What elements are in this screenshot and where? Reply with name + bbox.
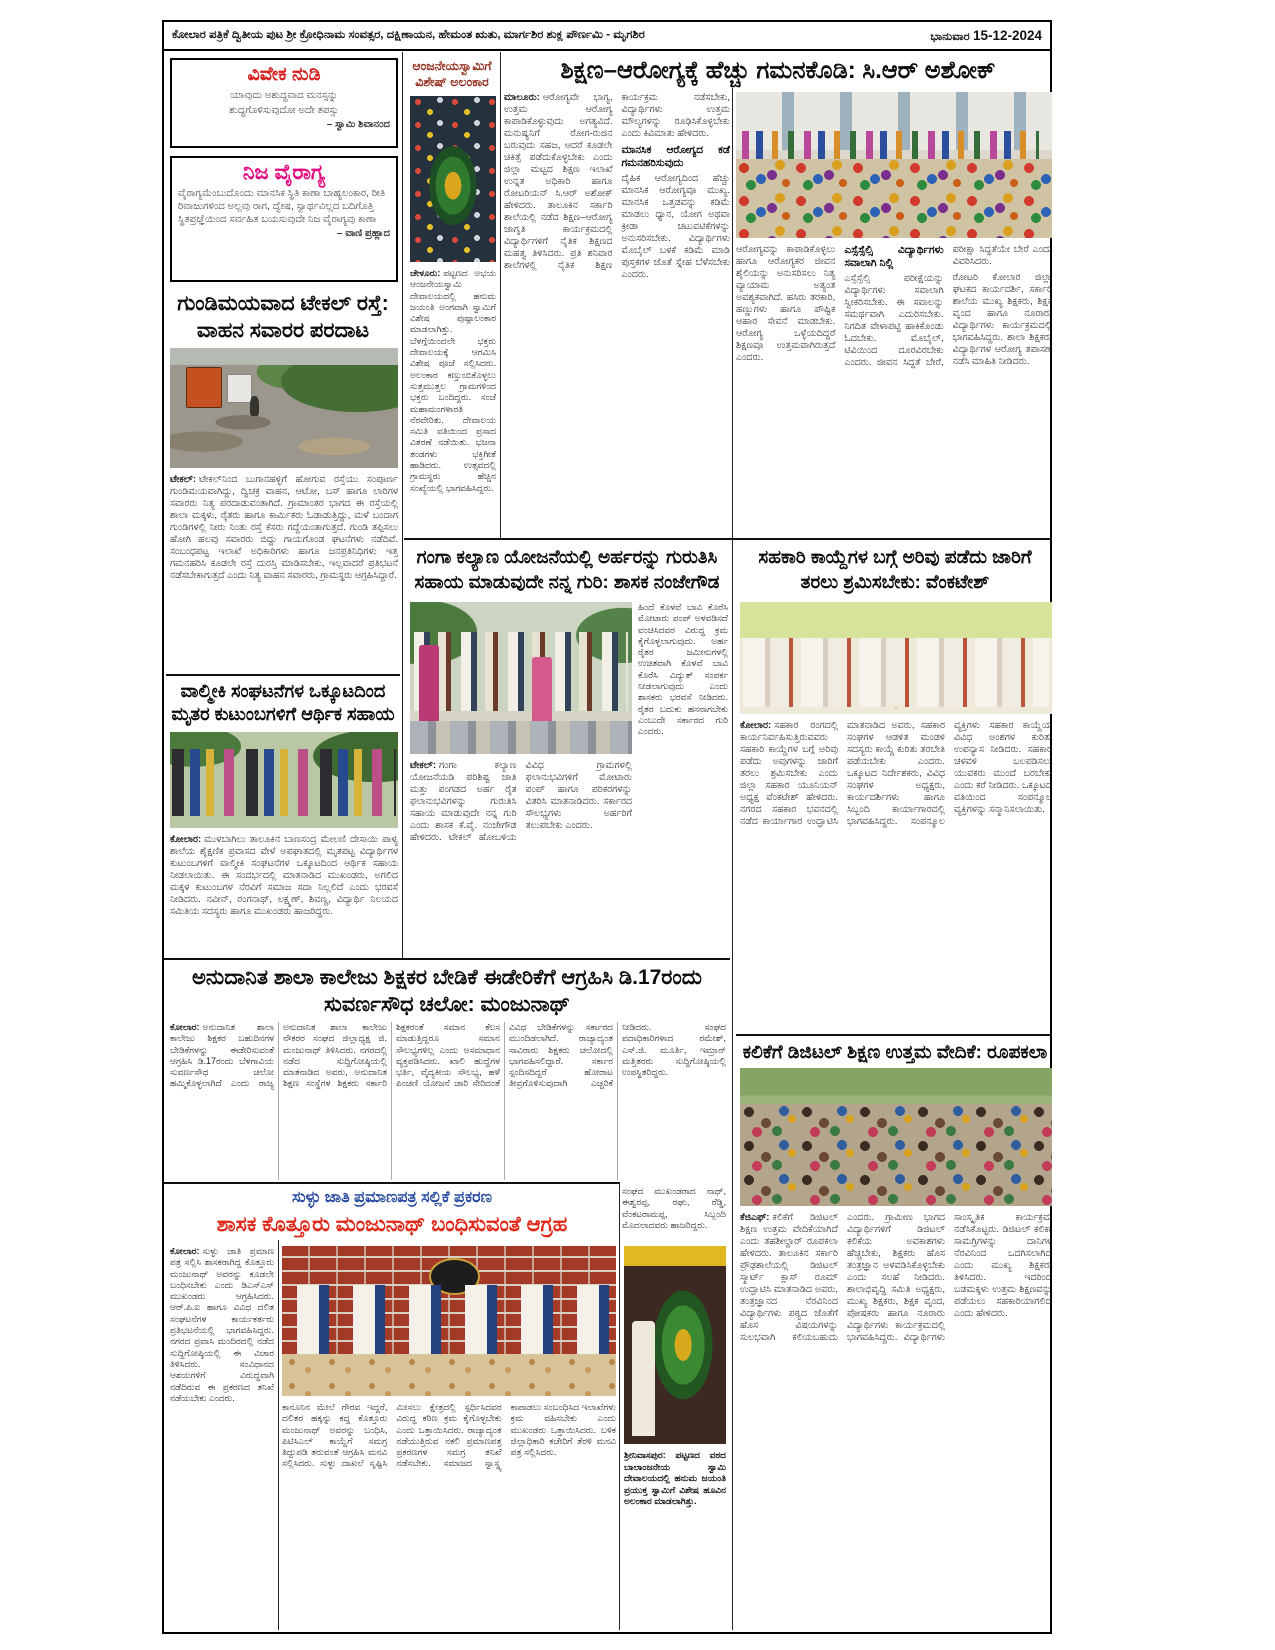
dateline: ಕೋಲಾರ: bbox=[170, 834, 202, 845]
dateline: ಕೋಲಾರ: bbox=[740, 720, 772, 731]
headline-tekal-road: ಗುಂಡಿಮಯವಾದ ಟೇಕಲ್ ರಸ್ತೆ: ವಾಹನ ಸವಾರರ ಪರದಾಟ bbox=[177, 292, 389, 342]
bus-shape bbox=[186, 367, 222, 407]
headline-ganga-kalyana: ಗಂಗಾ ಕಲ್ಯಾಣ ಯೋಜನೆಯಲ್ಲಿ ಅರ್ಹರನ್ನು ಗುರುತಿಸಿ ಸಹಾಯ ಮಾಡುವುದೇ ನನ್ನ ಗುರಿ: ಶಾಸಕ ನಂಜೇಗೌಡ bbox=[414, 546, 720, 592]
headline-education-health: ಶಿಕ್ಷಣ–ಆರೋಗ್ಯಕ್ಕೆ ಹೆಚ್ಚು ಗಮನಕೊಡಿ: ಸಿ.ಆರ್ ಅಶೋಕ್ bbox=[560, 57, 996, 84]
body-text: ಮುಳಬಾಗಿಲು ತಾಲೂಕಿನ ಬಾಣಸಂದ್ರ ಮೇಲಣಿ ದೇಸಾಯಿ ಪಾಳ್ಯ ಶಾಲೆಯ ಶೈಕ್ಷಣಿಕ ಪ್ರವಾಸದ ವೇಳೆ ಅಪಘಾತದಲ್ಲಿ ಮೃತಪಟ್ಟ ವಿದ್ಯಾರ್ಥಿಗಳ ಕುಟುಂಬಗಳಿಗೆ ವಾಲ್ಮೀಕಿ ಸಂಘಟನೆಗಳ ಒಕ್ಕೂಟದಿಂದ ಆರ್ಥಿಕ ಸಹಾಯ ನೀಡಲಾಯಿತು. ಈ ಸಂದರ್ಭದಲ್ಲಿ ಮಾತನಾಡಿದ ಮುಖಂಡರು, ಅಗಲಿದ ಮಕ್ಕಳ ಕುಟುಂಬಗಳ ನೆರವಿಗೆ ಸಮಾಜ ಸದಾ ನಿಲ್ಲಲಿದೆ ಎಂದು ಭರವಸೆ ನೀಡಿದರು. ನವೀನ್, ರಂಗನಾಥ್, ಲಕ್ಷ್ಮಣ್, ಶಿವಣ್ಣ, ವಿದ್ಯಾರ್ಥಿ ನಿಲಯದ ಸಮಿತಿಯ ಸದಸ್ಯರು ಹಾಗೂ ಮುಖಂಡರು ಹಾಜರಿದ್ದರು. bbox=[170, 834, 398, 917]
dateline: ಕೋಲಾರ: bbox=[170, 1022, 200, 1032]
body-text: ಎಸ್ಸೆಸ್ಸೆಲ್ಸಿ ಪರೀಕ್ಷೆಯನ್ನು ವಿದ್ಯಾರ್ಥಿಗಳು ಸವಾಲಾಗಿ ಸ್ವೀಕರಿಸಬೇಕು. ಈ ಸವಾಲನ್ನು ಸಮರ್ಥವಾಗಿ ಎದುರಿಸಬೇಕು. ನಿಗದಿತ ವೇಳಾಪಟ್ಟಿ ಹಾಕಿಕೊಂಡು ಓದಬೇಕು. ಮೊಬೈಲ್, ಟಿವಿಯಿಂದ ದೂರವಿರಬೇಕು ಎಂದರು. ಜೀವನ ಸಿದ್ಧತೆ ಬೇರೆ, ಪರೀಕ್ಷಾ ಸಿದ್ಧತೆಯೇ ಬೇರೆ ಎಂದು ವಿವರಿಸಿದರು. bbox=[844, 244, 1052, 368]
dateline: ಕೆಜಿಎಫ್: bbox=[740, 1212, 770, 1223]
body-text: ಅನುದಾನಿತ ಶಾಲಾ ಕಾಲೇಜು ಶಿಕ್ಷಕರ ಬಹುದಿನಗಳ ಬೇಡಿಕೆಗಳನ್ನು ಈಡೇರಿಸುವಂತೆ ಆಗ್ರಹಿಸಿ ಡಿ.17ರಂದು ಬೆಳಗಾವಿಯ ಸುವರ್ಣಸೌಧ ಚಲೋ ಹಮ್ಮಿಕೊಳ್ಳಲಾಗಿದೆ ಎಂದು ರಾಜ್ಯ ಅನುದಾನಿತ ಶಾಲಾ ಕಾಲೇಜು ನೌಕರರ ಸಂಘದ ಜಿಲ್ಲಾಧ್ಯಕ್ಷ ಜಿ. ಮಂಜುನಾಥ್ ತಿಳಿಸಿದರು. ನಗರದಲ್ಲಿ ನಡೆದ ಸುದ್ದಿಗೋಷ್ಠಿಯಲ್ಲಿ ಮಾತನಾಡಿದ ಅವರು, ಅನುದಾನಿತ ಶಿಕ್ಷಣ ಸಂಸ್ಥೆಗಳ ಶಿಕ್ಷಕರು ಸರ್ಕಾರಿ ಶಿಕ್ಷಕರಂತೆ ಸಮಾನ ಕೆಲಸ ಮಾಡುತ್ತಿದ್ದರೂ ಸಮಾನ ಸೌಲಭ್ಯಗಳಿಲ್ಲ ಎಂದು ಅಸಮಾಧಾನ ವ್ಯಕ್ತಪಡಿಸಿದರು. ಖಾಲಿ ಹುದ್ದೆಗಳ ಭರ್ತಿ, ವೈದ್ಯಕೀಯ ಸೌಲಭ್ಯ, ಹಳೆ ಪಿಂಚಣಿ ಯೋಜನೆ ಜಾರಿ ಸೇರಿದಂತೆ ವಿವಿಧ ಬೇಡಿಕೆಗಳನ್ನು ಸರ್ಕಾರದ ಮುಂದಿಡಲಾಗಿದೆ. ರಾಜ್ಯಾದ್ಯಂತ ಸಾವಿರಾರು ಶಿಕ್ಷಕರು ಚಲೋದಲ್ಲಿ ಭಾಗವಹಿಸಲಿದ್ದಾರೆ. ಸರ್ಕಾರ ಸ್ಪಂದಿಸದಿದ್ದರೆ ಹೋರಾಟ ತೀವ್ರಗೊಳಿಸುವುದಾಗಿ ಎಚ್ಚರಿಕೆ ನೀಡಿದರು. ಸಂಘದ ಪದಾಧಿಕಾರಿಗಳಾದ ರಮೇಶ್, ಎಸ್.ಜಿ. ಮೂರ್ತಿ, ಇಮ್ರಾನ್ ಮತ್ತಿತರರು ಸುದ್ದಿಗೋಷ್ಠಿಯಲ್ಲಿ ಉಪಸ್ಥಿತರಿದ್ದರು. bbox=[170, 1022, 726, 1089]
quote-attribution: – ವಾಣಿ ಪ್ರಹ್ಲಾದ bbox=[336, 228, 390, 239]
body-text: ಕಲಿಕೆಗೆ ಡಿಜಿಟಲ್ ಶಿಕ್ಷಣ ಉತ್ತಮ ವೇದಿಕೆಯಾಗಿದೆ ಎಂದು ತಹಶೀಲ್ದಾರ್ ರೂಪಕಲಾ ಹೇಳಿದರು. ತಾಲೂಕಿನ ಸರ್ಕಾರಿ ಪ್ರೌಢಶಾಲೆಯಲ್ಲಿ ಡಿಜಿಟಲ್ ಸ್ಮಾರ್ಟ್ ಕ್ಲಾಸ್ ರೂಮ್ ಉದ್ಘಾಟಿಸಿ ಮಾತನಾಡಿದ ಅವರು, ತಂತ್ರಜ್ಞಾನದ ನೆರವಿನಿಂದ ವಿದ್ಯಾರ್ಥಿಗಳು ಪಠ್ಯದ ಜೊತೆಗೆ ಹೊಸ ವಿಷಯಗಳನ್ನು ಸುಲಭವಾಗಿ ಕಲಿಯಬಹುದು ಎಂದರು. ಗ್ರಾಮೀಣ ಭಾಗದ ವಿದ್ಯಾರ್ಥಿಗಳಿಗೆ ಡಿಜಿಟಲ್ ಕಲಿಕೆಯ ಅವಕಾಶಗಳು ಹೆಚ್ಚಬೇಕು, ಶಿಕ್ಷಕರು ಹೊಸ ತಂತ್ರಜ್ಞಾನ ಅಳವಡಿಸಿಕೊಳ್ಳಬೇಕು ಎಂದು ಸಲಹೆ ನೀಡಿದರು. ಶಾಲಾಭಿವೃದ್ಧಿ ಸಮಿತಿ ಅಧ್ಯಕ್ಷರು, ಮುಖ್ಯ ಶಿಕ್ಷಕರು, ಶಿಕ್ಷಕ ವೃಂದ, ಪೋಷಕರು ಹಾಗೂ ನೂರಾರು ವಿದ್ಯಾರ್ಥಿಗಳು ಕಾರ್ಯಕ್ರಮದಲ್ಲಿ ಭಾಗವಹಿಸಿದ್ದರು. ವಿದ್ಯಾರ್ಥಿಗಳು ಸಾಂಸ್ಕೃತಿಕ ಕಾರ್ಯಕ್ರಮ ನಡೆಸಿಕೊಟ್ಟರು. ಡಿಜಿಟಲ್ ಕಲಿಕಾ ಸಾಮಗ್ರಿಗಳನ್ನು ದಾನಿಗಳ ನೆರವಿನಿಂದ ಒದಗಿಸಲಾಗಿದೆ ಎಂದು ಮುಖ್ಯ ಶಿಕ್ಷಕರು ತಿಳಿಸಿದರು. ಇದರಿಂದ ಬಡಮಕ್ಕಳು ಉತ್ತಮ ಶಿಕ್ಷಣವನ್ನು ಪಡೆಯಲು ಸಹಕಾರಿಯಾಗಲಿದೆ ಎಂದು ಹೇಳಿದರು. bbox=[740, 1212, 1052, 1343]
body-text: ಆರೋಗ್ಯವನ್ನು ಕಾಪಾಡಿಕೊಳ್ಳಲು ಹಾಗೂ ಆರೋಗ್ಯಕರ ಜೀವನ ಶೈಲಿಯನ್ನು ಅನುಸರಿಸಲು ನಿತ್ಯ ವ್ಯಾಯಾಮ ಅತ್ಯಂತ ಅವಶ್ಯಕವಾಗಿದೆ. ಹಸಿರು ತರಕಾರಿ, ಹಣ್ಣುಗಳು ಹಾಗೂ ಪೌಷ್ಟಿಕ ಆಹಾರ ಸೇವನೆ ಮಾಡಬೇಕು. ಆರೋಗ್ಯ ಒಳ್ಳೆಯದಿದ್ದರೆ ಶಿಕ್ಷಣವೂ ಉತ್ತಮವಾಗಿರುತ್ತದೆ ಎಂದರು. bbox=[736, 244, 836, 363]
masthead-date-value: 15-12-2024 bbox=[972, 27, 1042, 43]
body-text: ಸಹಕಾರ ರಂಗದಲ್ಲಿ ಕಾರ್ಯನಿರ್ವಹಿಸುತ್ತಿರುವವರು ಸಹಕಾರಿ ಕಾಯ್ದೆಗಳ ಬಗ್ಗೆ ಅರಿವು ಪಡೆದು ಅವುಗಳನ್ನು ಜಾರಿಗೆ ತರಲು ಶ್ರಮಿಸಬೇಕು ಎಂದು ಜಿಲ್ಲಾ ಸಹಕಾರ ಯೂನಿಯನ್ ಅಧ್ಯಕ್ಷ ವೆಂಕಟೇಶ್ ಹೇಳಿದರು. ನಗರದ ಸಹಕಾರ ಭವನದಲ್ಲಿ ನಡೆದ ಕಾರ್ಯಾಗಾರ ಉದ್ಘಾಟಿಸಿ ಮಾತನಾಡಿದ ಅವರು, ಸಹಕಾರ ಸಂಘಗಳ ಆಡಳಿತ ಮಂಡಳಿ ಸದಸ್ಯರು ಕಾಯ್ದೆ ಕುರಿತು ತರಬೇತಿ ಪಡೆಯಬೇಕು ಎಂದರು. ಒಕ್ಕೂಟದ ನಿರ್ದೇಶಕರು, ವಿವಿಧ ಸಂಘಗಳ ಅಧ್ಯಕ್ಷರು, ಕಾರ್ಯದರ್ಶಿಗಳು ಹಾಗೂ ಸಿಬ್ಬಂದಿ ಕಾರ್ಯಾಗಾರದಲ್ಲಿ ಭಾಗವಹಿಸಿದ್ದರು. ಸಂಪನ್ಮೂಲ ವ್ಯಕ್ತಿಗಳು ಸಹಕಾರ ಕಾಯ್ದೆಯ ವಿವಿಧ ಅಂಶಗಳ ಕುರಿತು ಉಪನ್ಯಾಸ ನೀಡಿದರು. ಸಹಕಾರ ಚಳವಳಿ ಬಲಪಡಿಸಲು ಯುವಕರು ಮುಂದೆ ಬರಬೇಕು ಎಂದು ಕರೆ ನೀಡಿದರು. ಒಕ್ಕೂಟದ ವತಿಯಿಂದ ಸಂಪನ್ಮೂಲ ವ್ಯಕ್ತಿಗಳನ್ನು ಸನ್ಮಾನಿಸಲಾಯಿತು. bbox=[740, 720, 1052, 827]
article-body-anudanita bbox=[170, 1022, 726, 1180]
article-body-shikshana-right bbox=[736, 244, 1052, 536]
dateline: ಕೋಲಾರ: bbox=[170, 1246, 200, 1256]
article-left-kotturu bbox=[170, 1246, 274, 1628]
article-body-tekal bbox=[170, 474, 398, 670]
article-body-anjaneya bbox=[410, 268, 496, 534]
article-body-kotturu: ಕಾನೂನಿನ ಮೇಲೆ ಗೌರವ ಇದ್ದರೆ, ದಲಿತರ ಹಕ್ಕನ್ನು ಕದ್ದ ಕೊತ್ತೂರು ಮಂಜುನಾಥ್ ಅವರನ್ನು ಬಂಧಿಸಿ, ಪಿಟಿಸಿಎಲ್ ಕಾಯ್ದೆಗೆ ಸಮಗ್ರ ತಿದ್ದುಪಡಿ ತರುವಂತೆ ಆಗ್ರಹಿಸಿ ಮನವಿ ಸಲ್ಲಿಸಿದರು. ಸುಳ್ಳು ದಾಖಲೆ ಸೃಷ್ಟಿಸಿ ಮೀಸಲು ಕ್ಷೇತ್ರದಲ್ಲಿ ಸ್ಪರ್ಧಿಸಿದವರ ವಿರುದ್ಧ ಕಠಿಣ ಕ್ರಮ ಕೈಗೊಳ್ಳಬೇಕು ಎಂದು ಒತ್ತಾಯಿಸಿದರು. ರಾಜ್ಯಾದ್ಯಂತ ನಡೆಯುತ್ತಿರುವ ನಕಲಿ ಪ್ರಮಾಣಪತ್ರ ಪ್ರಕರಣಗಳ ಸಮಗ್ರ ತನಿಖೆ ನಡೆಸಬೇಕು. ಸಮಾಜದ ಸ್ವಾಸ್ಥ್ಯ ಕಾಪಾಡಲು ಸಂಬಂಧಿಸಿದ ಇಲಾಖೆಗಳು ಕ್ರಮ ವಹಿಸಬೇಕು ಎಂದು ಮುಖಂಡರು ಒತ್ತಾಯಿಸಿದರು. ಬಳಿಕ ಜಿಲ್ಲಾಧಿಕಾರಿ ಕಚೇರಿಗೆ ತೆರಳಿ ಮನವಿ ಪತ್ರ ಸಲ್ಲಿಸಿದರು. bbox=[282, 1402, 616, 1469]
pumpsets-shape bbox=[410, 721, 632, 754]
section-rule bbox=[166, 674, 400, 676]
photo-cooperative-workshop bbox=[740, 602, 1052, 714]
section-rule bbox=[164, 1182, 619, 1184]
article-side-ganga: ಹಿಂದೆ ಕೊಳವೆ ಬಾವಿ ಕೊರೆಸಿ ಮೋಟಾರು ಪಂಪ್ ಅಳವಡಿಸದೆ ವಂಚಿಸಿದವರ ವಿರುದ್ಧ ಕ್ರಮ ಕೈಗೊಳ್ಳಲಾಗುವುದು. ಅರ್ಹ ರೈತರ ಜಮೀನುಗಳಲ್ಲಿ ಉಚಿತವಾಗಿ ಕೊಳವೆ ಬಾವಿ ಕೊರೆಸಿ ವಿದ್ಯುತ್ ಸಂಪರ್ಕ ನೀಡಲಾಗುವುದು ಎಂದು ಶಾಸಕರು ಭರವಸೆ ನೀಡಿದರು. ರೈತರ ಬದುಕು ಹಸನಾಗಬೇಕು ಎಂಬುದೇ ಸರ್ಕಾರದ ಗುರಿ ಎಂದರು. bbox=[638, 602, 728, 737]
students-crowd-shape bbox=[736, 159, 1052, 238]
motorcyclist-shape bbox=[250, 396, 259, 416]
dateline: ಟೇಕಲ್: bbox=[410, 760, 437, 771]
body-text: ರೋಟರಿ ಕೋಲಾರ ಜಿಲ್ಲಾ ಘಟಕದ ಕಾರ್ಯದರ್ಶಿ, ಸರ್ಕಾರಿ ಶಾಲೆಯ ಮುಖ್ಯ ಶಿಕ್ಷಕರು, ಶಿಕ್ಷಕ ವೃಂದ ಹಾಗೂ ನೂರಾರು ವಿದ್ಯಾರ್ಥಿಗಳು ಕಾರ್ಯಕ್ರಮದಲ್ಲಿ ಭಾಗವಹಿಸಿದ್ದರು. ಶಾಲಾ ಶಿಕ್ಷಕರು ವಿದ್ಯಾರ್ಥಿಗಳ ಆರೋಗ್ಯ ತಪಾಸಣೆ ನಡೆಸಿ ಮಾಹಿತಿ ನೀಡಿದರು. bbox=[952, 272, 1052, 367]
article-tail-anudanita: ಸಂಘದ ಮುಖಂಡರಾದ ನಾಥ್, ಈಶ್ವರಪ್ಪ, ರಘು, ರೆಡ್ಡಿ, ವೆಂಕಟರಾಮಪ್ಪ, ಸಿಬ್ಬಂದಿ ಮೊದಲಾದವರು ಹಾಜರಿದ್ದರು. bbox=[622, 1186, 726, 1230]
photo-garlanded-deity bbox=[624, 1246, 726, 1444]
photo-valmiki-group bbox=[170, 732, 398, 828]
photo-ganga-distribution bbox=[410, 602, 632, 754]
headline-anudanita-chalo: ಅನುದಾನಿತ ಶಾಲಾ ಕಾಲೇಜು ಶಿಕ್ಷಕರ ಬೇಡಿಕೆ ಈಡೇರಿಕೆಗೆ ಆಗ್ರಹಿಸಿ ಡಿ.17ರಂದು ಸುವರ್ಣಸೌಧ ಚಲೋ: ಮಂಜುನಾಥ್ bbox=[192, 966, 702, 1016]
quote-line: ಯಾವುದು ಅಶುದ್ಧವಾದ ಮನಸ್ಸನ್ನು bbox=[230, 90, 338, 101]
column-rule bbox=[402, 52, 403, 958]
priest-shape bbox=[632, 1321, 654, 1436]
masthead-date bbox=[930, 28, 1042, 44]
table-cloth-shape bbox=[282, 1354, 616, 1396]
men-blue-caps-shape bbox=[289, 1285, 610, 1357]
crowd-shape bbox=[740, 1104, 1052, 1206]
column-rule bbox=[619, 1182, 620, 1630]
kicker-false-caste-case: ಸುಳ್ಳು ಜಾತಿ ಪ್ರಮಾಣಪತ್ರ ಸಲ್ಲಿಕೆ ಪ್ರಕರಣ bbox=[291, 1189, 492, 1206]
body-text: ಆರೋಗ್ಯವೇ ಭಾಗ್ಯ, ಉತ್ತಮ ಆರೋಗ್ಯ ಕಾಪಾಡಿಕೊಳ್ಳುವುದು ಅಗತ್ಯವಿದೆ. ಮನುಷ್ಯನಿಗೆ ರೋಗ-ರುಜಿನ ಬರುವುದು ಸಹಜ, ಆದರೆ ಕೂಡಲೇ ಚಿಕಿತ್ಸೆ ಪಡೆದುಕೊಳ್ಳಬೇಕು ಎಂದು ಜಿಲ್ಲಾ ಮಟ್ಟದ ಶಿಕ್ಷಣ ಇಲಾಖೆ ಉನ್ನತ ಅಧಿಕಾರಿ ಹಾಗೂ ರೋಟರಿಯನ್ ಸಿ.ಆರ್ ಅಶೋಕ್ ಹೇಳಿದರು. ತಾಲೂಕಿನ ಸರ್ಕಾರಿ ಶಾಲೆಯಲ್ಲಿ ನಡೆದ ಶಿಕ್ಷಣ–ಆರೋಗ್ಯ ಜಾಗೃತಿ ಕಾರ್ಯಕ್ರಮದಲ್ಲಿ ವಿದ್ಯಾರ್ಥಿಗಳಿಗೆ ನೈತಿಕ ಶಿಕ್ಷಣದ ಮಹತ್ವ ತಿಳಿಸಿದರು. ಪ್ರತಿ ಶನಿವಾರ ಶಾಲೆಗಳಲ್ಲಿ ನೈತಿಕ ಶಿಕ್ಷಣ ಕಾರ್ಯಕ್ರಮ ನಡೆಸಬೇಕು, ವಿದ್ಯಾರ್ಥಿಗಳು ಉತ್ತಮ ಮೌಲ್ಯಗಳನ್ನು ರೂಢಿಸಿಕೊಳ್ಳಬೇಕು ಎಂದು ಕಿವಿಮಾತು ಹೇಳಿದರು. bbox=[504, 92, 730, 271]
body-text: ಟೇಕಲ್‌ನಿಂದ ಬುಗಾನಹಳ್ಳಿಗೆ ಹೋಗುವ ರಸ್ತೆಯು ಸಂಪೂರ್ಣ ಗುಂಡಿಮಯವಾಗಿದ್ದು, ದ್ವಿಚಕ್ರ ವಾಹನ, ಆಟೋ, ಬಸ್ ಹಾಗೂ ಲಾರಿಗಳ ಸವಾರರು ನಿತ್ಯ ಪರದಾಡುವಂತಾಗಿದೆ. ಗ್ರಾಮಾಂತರ ಭಾಗದ ಈ ರಸ್ತೆಯಲ್ಲಿ ಶಾಲಾ ಮಕ್ಕಳು, ರೈತರು ಹಾಗೂ ಕಾರ್ಮಿಕರು ಓಡಾಡುತ್ತಿದ್ದು, ಮಳೆ ಬಂದಾಗ ಗುಂಡಿಗಳಲ್ಲಿ ನೀರು ನಿಂತು ರಸ್ತೆ ಕೆಸರು ಗದ್ದೆಯಂತಾಗುತ್ತದೆ. ಗುಂಡಿ ತಪ್ಪಿಸಲು ಹೋಗಿ ಹಲವು ಸವಾರರು ಬಿದ್ದು ಗಾಯಗೊಂಡ ಘಟನೆಗಳು ನಡೆದಿವೆ. ಸಂಬಂಧಪಟ್ಟ ಇಲಾಖೆ ಅಧಿಕಾರಿಗಳು ಹಾಗೂ ಜನಪ್ರತಿನಿಧಿಗಳು ಇತ್ತ ಗಮನಹರಿಸಿ ಕೂಡಲೇ ರಸ್ತೆ ದುರಸ್ತಿ ಮಾಡಿಸಬೇಕು, ಇಲ್ಲವಾದರೆ ಪ್ರತಿಭಟನೆ ನಡೆಸಬೇಕಾಗುತ್ತದೆ ಎಂದು ನಿತ್ಯ ವಾಹನ ಸವಾರರು, ಗ್ರಾಮಸ್ಥರು ಆಗ್ರಹಿಸಿದ್ದಾರೆ. bbox=[170, 474, 398, 581]
article-body-sahakari bbox=[740, 720, 1052, 976]
quote-line: ಶುದ್ಧಗೊಳಿಸುವುದೋ ಅದೇ ತಪಸ್ಸು bbox=[229, 105, 339, 116]
body-text: ಸುಳ್ಳು ಜಾತಿ ಪ್ರಮಾಣ ಪತ್ರ ಸಲ್ಲಿಸಿ ಶಾಸಕರಾಗಿದ್ದ ಕೊತ್ತೂರು ಮಂಜುನಾಥ್ ಅವರನ್ನು ಕೂಡಲೇ ಬಂಧಿಸಬೇಕು ಎಂದು ಡಿಎಸ್ಎಸ್ ಮುಖಂಡರು ಆಗ್ರಹಿಸಿದರು. ಆರ್.ಪಿ.ಐ ಹಾಗೂ ವಿವಿಧ ದಲಿತ ಸಂಘಟನೆಗಳ ಕಾರ್ಯಕರ್ತರು ಪ್ರತಿಭಟನೆಯಲ್ಲಿ ಭಾಗವಹಿಸಿದ್ದರು. ನಗರದ ಪ್ರವಾಸಿ ಮಂದಿರದಲ್ಲಿ ನಡೆದ ಸುದ್ದಿಗೋಷ್ಠಿಯಲ್ಲಿ ಈ ವಿಚಾರ ತಿಳಿಸಿದರು. ಸಂವಿಧಾನದ ಆಶಯಗಳಿಗೆ ವಿರುದ್ಧವಾಗಿ ನಡೆದಿರುವ ಈ ಪ್ರಕರಣದ ತನಿಖೆ ನಡೆಯಬೇಕು ಎಂದರು. bbox=[170, 1246, 274, 1403]
photo-decorated-idol bbox=[410, 96, 496, 262]
section-rule bbox=[404, 538, 1052, 540]
photo-school-assembly bbox=[736, 92, 1052, 238]
van-shape bbox=[227, 374, 252, 402]
column-rule bbox=[732, 538, 733, 1630]
photo-student-crowd bbox=[740, 1068, 1052, 1206]
quote-body: ವೈರಾಗ್ಯಮೆಂಬುದೊಂದು ಮಾನಸಿಕ ಸ್ಥಿತಿ ಕಾಣಾ ಬಾಹ್ಯಲಂಕಾರ, ರೀತಿ ರಿವಾಜುಗಳಿಂದ ಅಲ್ಲವು ರಾಗ, ದ್ವೇಷ, ಸ್ವಾರ್ಥವಿಲ್ಲದ ಬದಿಗೊತ್ತಿ ಸ್ಥಿತಪ್ರಜ್ಞೆಯಿಂದ ಸರ್ವಹಿತ ಬಯಸುವುದೇ ನಿಜ ವೈರಾಗ್ಯವು ಕಾಣಾ bbox=[178, 188, 386, 225]
page-frame bbox=[162, 20, 1052, 1634]
quote-box-viveka bbox=[170, 58, 398, 148]
body-text: ಪಟ್ಟಣದ ಅಭಯ ಆಂಜನೇಯಸ್ವಾಮಿ ದೇವಾಲಯದಲ್ಲಿ ಹನುಮ ಜಯಂತಿ ಅಂಗವಾಗಿ ಸ್ವಾಮಿಗೆ ವಿಶೇಷ ಪುಷ್ಪಾಲಂಕಾರ ಮಾಡಲಾಗಿತ್ತು. ಬೆಳಗ್ಗೆಯಿಂದಲೇ ಭಕ್ತರು ದೇವಾಲಯಕ್ಕೆ ಆಗಮಿಸಿ ವಿಶೇಷ ಪೂಜೆ ಸಲ್ಲಿಸಿದರು. ಅಲಂಕಾರ ಕಣ್ತುಂಬಿಕೊಳ್ಳಲು ಸುತ್ತಮುತ್ತಲ ಗ್ರಾಮಗಳಿಂದ ಭಕ್ತರು ಬಂದಿದ್ದರು. ಸಂಜೆ ಮಹಾಮಂಗಳಾರತಿ ನೆರವೇರಿತು. ದೇವಾಲಯ ಸಮಿತಿ ವತಿಯಿಂದ ಪ್ರಸಾದ ವಿತರಣೆ ನಡೆಯಿತು. ಭಜನಾ ತಂಡಗಳು ಭಕ್ತಿಗೀತೆ ಹಾಡಿದರು. ಉತ್ಸವದಲ್ಲಿ ಗ್ರಾಮಸ್ಥರು ಹೆಚ್ಚಿನ ಸಂಖ್ಯೆಯಲ್ಲಿ ಭಾಗವಹಿಸಿದ್ದರು. bbox=[410, 268, 496, 493]
caption-deity: ಶ್ರೀನಿವಾಸಪುರ: ಪಟ್ಟಣದ ವಠದ ಬಾಲಾಂಜನೇಯ ಸ್ವಾಮಿ ದೇವಾಲಯದಲ್ಲಿ ಹನುಮ ಜಯಂತಿ ಪ್ರಯುಕ್ತ ಸ್ವಾಮಿಗೆ ವಿಶೇಷ ಹೂವಿನ ಅಲಂಕಾರ ಮಾಡಲಾಗಿತ್ತು. bbox=[624, 1450, 726, 1506]
masthead-strip bbox=[164, 22, 1050, 51]
section-rule bbox=[164, 958, 730, 960]
body-text: ಗಂಗಾ ಕಲ್ಯಾಣ ಯೋಜನೆಯಡಿ ಪರಿಶಿಷ್ಟ ಜಾತಿ ಮತ್ತು ಪಂಗಡದ ಅರ್ಹ ರೈತ ಫಲಾನುಭವಿಗಳನ್ನು ಗುರುತಿಸಿ ಸಹಾಯ ಮಾಡುವುದೇ ನನ್ನ ಗುರಿ ಎಂದು ಶಾಸಕ ಕೆ.ವೈ. ನಂಜೇಗೌಡ ಹೇಳಿದರು. ಟೇಕಲ್ ಹೋಬಳಿಯ ವಿವಿಧ ಗ್ರಾಮಗಳಲ್ಲಿ ಫಲಾನುಭವಿಗಳಿಗೆ ಮೋಟಾರು ಪಂಪ್ ಹಾಗೂ ಪರಿಕರಗಳನ್ನು ವಿತರಿಸಿ ಮಾತನಾಡಿದರು. ಸರ್ಕಾರದ ಸೌಲಭ್ಯಗಳು ಅರ್ಹರಿಗೆ ತಲುಪಬೇಕು ಎಂದರು. bbox=[410, 760, 632, 843]
masthead-day: ಭಾನುವಾರ bbox=[930, 30, 970, 43]
people-row-shape bbox=[172, 749, 395, 816]
headline-kotturu-arrest: ಶಾಸಕ ಕೊತ್ತೂರು ಮಂಜುನಾಥ್ ಬಂಧಿಸುವಂತೆ ಆಗ್ರಹ bbox=[216, 1213, 568, 1236]
quote-attribution: – ಸ್ವಾಮಿ ಶಿವಾನಂದ bbox=[326, 119, 390, 130]
article-body-shikshana-left bbox=[504, 92, 730, 536]
article-body-ganga bbox=[410, 760, 632, 938]
article-body-valmiki bbox=[170, 834, 398, 954]
section-rule bbox=[736, 1034, 1052, 1036]
quote-title: ನಿಜ ವೈರಾಗ್ಯ bbox=[242, 161, 326, 184]
headline-valmiki-aid: ವಾಲ್ಮೀಕಿ ಸಂಘಟನೆಗಳ ಒಕ್ಕೂಟದಿಂದ ಮೃತರ ಕುಟುಂಬಗಳಿಗೆ ಆರ್ಥಿಕ ಸಹಾಯ bbox=[171, 681, 395, 724]
headline-digital-education: ಕಲಿಕೆಗೆ ಡಿಜಿಟಲ್ ಶಿಕ್ಷಣ ಉತ್ತಮ ವೇದಿಕೆ: ರೂಪಕಲಾ bbox=[742, 1041, 1048, 1062]
people-row-shape bbox=[414, 632, 627, 711]
article-body-kalike bbox=[740, 1212, 1052, 1628]
column-rule bbox=[278, 1240, 279, 1630]
body-text: ದೈಹಿಕ ಆರೋಗ್ಯದಿಂದ ಹೆಚ್ಚು ಮಾನಸಿಕ ಆರೋಗ್ಯವೂ ಮುಖ್ಯ. ಮಾನಸಿಕ ಒತ್ತಡವನ್ನು ಕಡಿಮೆ ಮಾಡಲು ಧ್ಯಾನ, ಯೋಗ ಅಥವಾ ಕ್ರೀಡಾ ಚಟುವಟಿಕೆಗಳನ್ನು ಅನುಸರಿಸಬೇಕು. ವಿದ್ಯಾರ್ಥಿಗಳು ಮೊಬೈಲ್ ಬಳಕೆ ಕಡಿಮೆ ಮಾಡಿ ಪುಸ್ತಕಗಳ ಜೊತೆ ಸ್ನೇಹ ಬೆಳೆಸಬೇಕು ಎಂದರು. bbox=[621, 173, 730, 280]
headline-sahakari: ಸಹಕಾರಿ ಕಾಯ್ದೆಗಳ ಬಗ್ಗೆ ಅರಿವು ಪಡೆದು ಜಾರಿಗೆ ತರಲು ಶ್ರಮಿಸಬೇಕು: ವೆಂಕಟೇಶ್ bbox=[758, 546, 1032, 592]
dateline: ಮಾಲೂರು: bbox=[504, 92, 540, 103]
column-rule bbox=[500, 52, 501, 538]
quote-box-vairagya bbox=[170, 156, 398, 282]
men-row-shape bbox=[743, 638, 1049, 707]
subhead-mental-health: ಮಾನಸಿಕ ಆರೋಗ್ಯದ ಕಡೆ ಗಮನಹರಿಸುವುದು bbox=[621, 144, 730, 169]
dateline: ಟೇಕಲ್: bbox=[170, 474, 197, 485]
photo-pothole-road bbox=[170, 348, 398, 468]
subhead-sslc: ಎಸ್ಸೆಸ್ಸೆಲ್ಸಿ ವಿದ್ಯಾರ್ಥಿಗಳು ಸವಾಲಾಗಿ ನಿಲ್ಲಿ bbox=[844, 244, 944, 269]
masthead-info: ಕೋಲಾರ ಪತ್ರಿಕೆ ದ್ವಿತೀಯ ಪುಟ ಶ್ರೀ ಕ್ರೋಧಿನಾಮ ಸಂವತ್ಸರ, ದಕ್ಷಿಣಾಯನ, ಹೇಮಂತ ಋತು, ಮಾರ್ಗಶಿರ ಶುಕ್ಲ ಪೌರ್ಣಮಿ - ಮೃಗಶಿರ bbox=[172, 29, 645, 41]
dateline: ಚೇಳೂರು: bbox=[410, 268, 441, 278]
headline-anjaneya: ಆಂಜನೇಯಸ್ವಾಮಿಗೆ ವಿಶೇಷ್ ಅಲಂಕಾರ bbox=[412, 59, 492, 89]
quote-title: ವಿವೇಕ ನುಡಿ bbox=[247, 64, 321, 85]
column-rule bbox=[732, 88, 733, 538]
photo-press-meet-brickwall bbox=[282, 1246, 616, 1396]
